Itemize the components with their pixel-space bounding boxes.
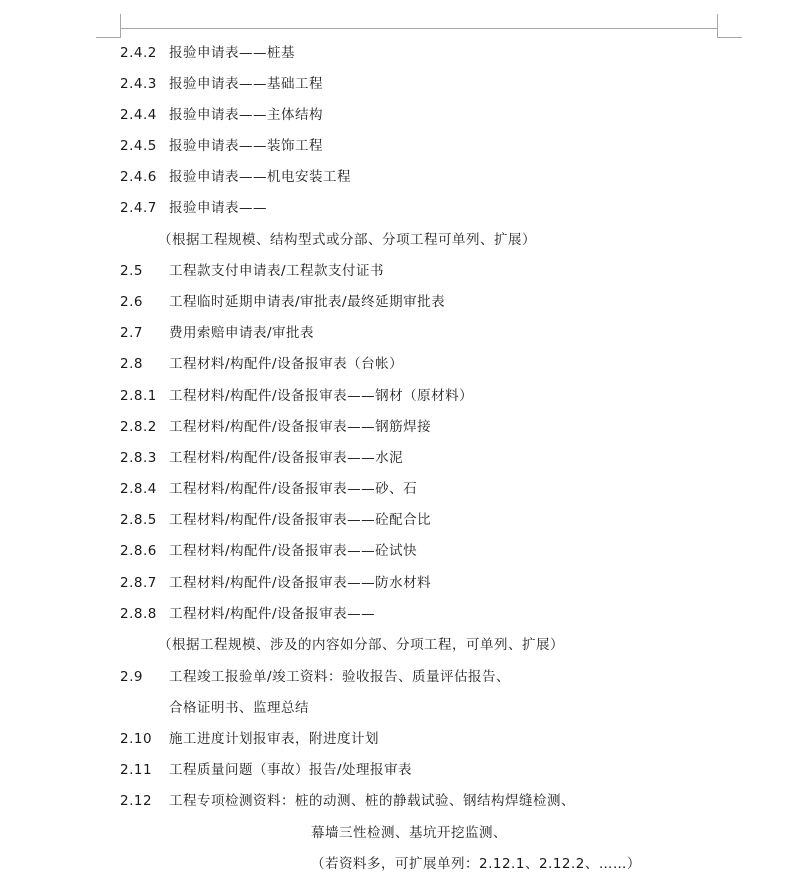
toc-text: 报验申请表——桩基 (169, 45, 295, 61)
toc-line (120, 792, 575, 810)
toc-line (120, 44, 295, 62)
toc-line (120, 730, 379, 748)
toc-text: 工程材料/构配件/设备报审表—— (169, 606, 376, 622)
toc-text: 施工进度计划报审表，附进度计划 (169, 731, 379, 747)
toc-number: 2.12 (120, 793, 153, 809)
toc-text: 工程材料/构配件/设备报审表——砼配合比 (169, 512, 432, 528)
toc-number: 2.4.5 (120, 138, 157, 154)
toc-line (120, 293, 445, 311)
toc-number: 2.4.6 (120, 169, 157, 185)
toc-text: 报验申请表——基础工程 (169, 76, 323, 92)
toc-line (120, 668, 510, 686)
toc-text: 费用索赔申请表/审批表 (169, 325, 315, 341)
toc-text: 合格证明书、监理总结 (169, 700, 309, 716)
toc-number: 2.5 (120, 263, 143, 279)
toc-text: 报验申请表——机电安装工程 (169, 169, 351, 185)
toc-text: （根据工程规模、涉及的内容如分部、分项工程，可单列、扩展） (158, 637, 564, 653)
toc-line (120, 137, 323, 155)
toc-number: 2.4.7 (120, 200, 157, 216)
toc-number: 2.8.6 (120, 543, 157, 559)
toc-note (158, 231, 536, 249)
toc-line (120, 511, 431, 529)
toc-text: 工程质量问题（事故）报告/处理报审表 (169, 762, 413, 778)
toc-number: 2.8.8 (120, 606, 157, 622)
toc-number: 2.8.7 (120, 575, 157, 591)
toc-number: 2.8.2 (120, 419, 157, 435)
margin-mark-right-horizontal (717, 37, 742, 38)
toc-line (120, 355, 403, 373)
toc-number: 2.4.2 (120, 45, 157, 61)
toc-text: 工程专项检测资料：桩的动测、桩的静载试验、钢结构焊缝检测、 (169, 793, 575, 809)
toc-text: 工程材料/构配件/设备报审表——钢筋焊接 (169, 419, 432, 435)
toc-line (120, 387, 473, 405)
toc-line (120, 449, 403, 467)
toc-number: 2.8 (120, 356, 143, 372)
toc-line (120, 418, 431, 436)
toc-number: 2.8.3 (120, 450, 157, 466)
toc-text: 报验申请表——主体结构 (169, 107, 323, 123)
toc-line (120, 605, 375, 623)
toc-text: 工程材料/构配件/设备报审表——防水材料 (169, 575, 432, 591)
toc-number: 2.10 (120, 731, 153, 747)
toc-line (120, 75, 323, 93)
header-rule (120, 28, 718, 29)
toc-line (120, 106, 323, 124)
toc-number: 2.6 (120, 294, 143, 310)
toc-text: 工程竣工报验单/竣工资料：验收报告、质量评估报告、 (169, 669, 511, 685)
toc-text: 工程材料/构配件/设备报审表——水泥 (169, 450, 404, 466)
toc-text: 工程款支付申请表/工程款支付证书 (169, 263, 385, 279)
toc-text: （若资料多，可扩展单列：2.12.1、2.12.2、……） (311, 856, 641, 872)
toc-line (120, 199, 267, 217)
toc-number: 2.4.3 (120, 76, 157, 92)
toc-line (120, 542, 417, 560)
toc-number: 2.7 (120, 325, 143, 341)
toc-text: 工程材料/构配件/设备报审表——砼试快 (169, 543, 418, 559)
toc-number: 2.4.4 (120, 107, 157, 123)
toc-continuation (311, 824, 507, 842)
margin-mark-left-vertical (120, 14, 121, 38)
toc-line (120, 324, 314, 342)
toc-number: 2.9 (120, 669, 143, 685)
toc-text: 工程材料/构配件/设备报审表——砂、石 (169, 481, 418, 497)
toc-line (120, 262, 384, 280)
toc-note (311, 855, 641, 873)
toc-line (120, 168, 351, 186)
margin-mark-left-horizontal (96, 37, 121, 38)
toc-text: 报验申请表——装饰工程 (169, 138, 323, 154)
toc-line (120, 480, 417, 498)
toc-line (120, 761, 412, 779)
toc-number: 2.11 (120, 762, 153, 778)
toc-number: 2.8.5 (120, 512, 157, 528)
toc-number: 2.8.1 (120, 388, 157, 404)
toc-note (158, 636, 564, 654)
toc-text: 幕墙三性检测、基坑开挖监测、 (311, 825, 507, 841)
toc-text: 报验申请表—— (169, 200, 267, 216)
toc-text: 工程材料/构配件/设备报审表（台帐） (169, 356, 404, 372)
toc-number: 2.8.4 (120, 481, 157, 497)
toc-text: 工程临时延期申请表/审批表/最终延期审批表 (169, 294, 446, 310)
toc-line (120, 574, 431, 592)
toc-continuation (169, 699, 309, 717)
margin-mark-right-vertical (717, 14, 718, 38)
toc-text: 工程材料/构配件/设备报审表——钢材（原材料） (169, 388, 474, 404)
toc-text: （根据工程规模、结构型式或分部、分项工程可单列、扩展） (158, 232, 536, 248)
